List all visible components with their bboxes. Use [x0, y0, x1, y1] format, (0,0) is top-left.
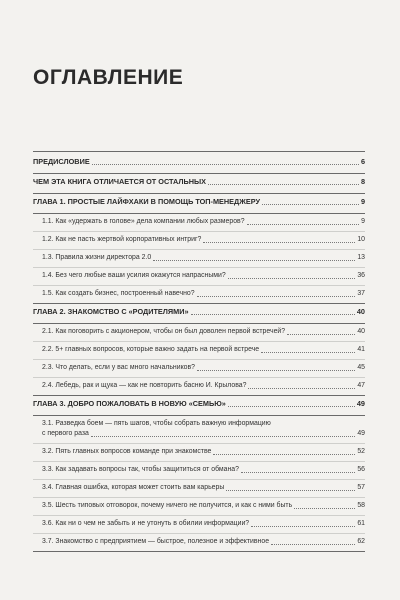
table-of-contents [33, 151, 365, 552]
entry-title: ГЛАВА 2. ЗНАКОМСТВО С «РОДИТЕЛЯМИ» [33, 307, 189, 316]
entry-page-number: 40 [356, 307, 365, 316]
dot-leader [262, 203, 359, 205]
entry-page-number: 47 [357, 382, 365, 389]
dot-leader [247, 223, 360, 225]
toc-section-entry [33, 378, 365, 396]
dot-leader [91, 435, 355, 437]
entry-title: 3.2. Пять главных вопросов команде при знакомстве [42, 448, 212, 455]
toc-section-entry [33, 516, 365, 534]
dot-leader [228, 277, 356, 279]
entry-title: ЧЕМ ЭТА КНИГА ОТЛИЧАЕТСЯ ОТ ОСТАЛЬНЫХ [33, 177, 207, 186]
entry-title: 2.1. Как поговорить с акционером, чтобы он был доволен первой встречей? [42, 328, 286, 335]
entry-page-number: 40 [357, 328, 365, 335]
entry-page-number: 13 [357, 254, 365, 261]
dot-leader [208, 183, 359, 185]
entry-page-number: 10 [357, 236, 365, 243]
entry-page-number: 61 [357, 520, 365, 527]
dot-leader [203, 241, 355, 243]
dot-leader [213, 453, 355, 455]
entry-page-number: 45 [357, 364, 365, 371]
toc-section-entry [33, 324, 365, 342]
entry-title: 1.4. Без чего любые ваши усилия окажутся напрасными? [42, 272, 226, 279]
entry-page-number: 9 [361, 218, 365, 225]
dot-leader [241, 471, 355, 473]
entry-page-number: 36 [357, 272, 365, 279]
toc-section-entry [33, 480, 365, 498]
entry-page-number: 56 [357, 466, 365, 473]
entry-page-number: 6 [360, 157, 365, 166]
entry-title: 1.3. Правила жизни директора 2.0 [42, 254, 152, 261]
entry-page-number: 49 [357, 430, 365, 437]
toc-section-entry [33, 444, 365, 462]
dot-leader [197, 295, 356, 297]
dot-leader [191, 313, 355, 315]
entry-page-number: 62 [357, 538, 365, 545]
entry-page-number: 52 [357, 448, 365, 455]
entry-page-number: 8 [360, 177, 365, 186]
entry-title: ПРЕДИСЛОВИЕ [33, 157, 90, 166]
entry-title: 2.4. Лебедь, рак и щука — как не повторить басню И. Крылова? [42, 382, 247, 389]
entry-title: 3.6. Как ни о чем не забыть и не утонуть в обилии информации? [42, 520, 250, 527]
toc-section-entry [33, 416, 365, 444]
toc-section-entry [33, 462, 365, 480]
entry-title: 3.4. Главная ошибка, которая может стоить вам карьеры [42, 484, 225, 491]
toc-chapter-entry [33, 194, 365, 214]
dot-leader [92, 163, 359, 165]
toc-section-entry [33, 360, 365, 378]
dot-leader [228, 405, 355, 407]
dot-leader [226, 489, 355, 491]
entry-title: 3.5. Шесть типовых отговорок, почему ничего не получится, и как с ними быть [42, 502, 293, 509]
toc-chapter-entry [33, 151, 365, 174]
entry-title: ГЛАВА 3. ДОБРО ПОЖАЛОВАТЬ В НОВУЮ «СЕМЬЮ» [33, 399, 226, 408]
dot-leader [197, 369, 355, 371]
entry-title: 3.3. Как задавать вопросы так, чтобы защититься от обмана? [42, 466, 239, 473]
entry-page-number: 57 [357, 484, 365, 491]
toc-section-entry [33, 342, 365, 360]
dot-leader [261, 351, 355, 353]
toc-section-entry [33, 534, 365, 552]
toc-heading: ОГЛАВЛЕНИЕ [33, 66, 184, 89]
toc-chapter-entry [33, 304, 365, 324]
toc-section-entry [33, 286, 365, 304]
toc-section-entry [33, 250, 365, 268]
toc-section-entry [33, 214, 365, 232]
toc-section-entry [33, 268, 365, 286]
entry-page-number: 49 [356, 399, 365, 408]
entry-title: ГЛАВА 1. ПРОСТЫЕ ЛАЙФХАКИ В ПОМОЩЬ ТОП-МЕНЕДЖЕРУ [33, 197, 261, 206]
toc-section-entry [33, 498, 365, 516]
toc-chapter-entry [33, 396, 365, 416]
entry-page-number: 58 [357, 502, 365, 509]
entry-page-number: 37 [357, 290, 365, 297]
toc-chapter-entry [33, 174, 365, 194]
entry-title: 3.7. Знакомство с предприятием — быстрое, полезное и эффективное [42, 538, 270, 545]
dot-leader [251, 525, 355, 527]
entry-title: 1.5. Как создать бизнес, построенный навечно? [42, 290, 195, 297]
dot-leader [287, 333, 355, 335]
dot-leader [271, 543, 355, 545]
entry-page-number: 9 [360, 197, 365, 206]
entry-title-continuation: с первого раза [42, 430, 89, 437]
entry-title: 1.1. Как «удержать в голове» дела компании любых размеров? [42, 218, 245, 225]
toc-section-entry [33, 232, 365, 250]
entry-title: 3.1. Разведка боем — пять шагов, чтобы собрать важную информацию [42, 420, 271, 427]
entry-title: 2.2. 5+ главных вопросов, которые важно задать на первой встрече [42, 346, 260, 353]
dot-leader [248, 387, 355, 389]
entry-title: 1.2. Как не пасть жертвой корпоративных интриг? [42, 236, 202, 243]
entry-page-number: 41 [357, 346, 365, 353]
dot-leader [153, 259, 355, 261]
dot-leader [294, 507, 355, 509]
entry-title: 2.3. Что делать, если у вас много начальников? [42, 364, 195, 371]
